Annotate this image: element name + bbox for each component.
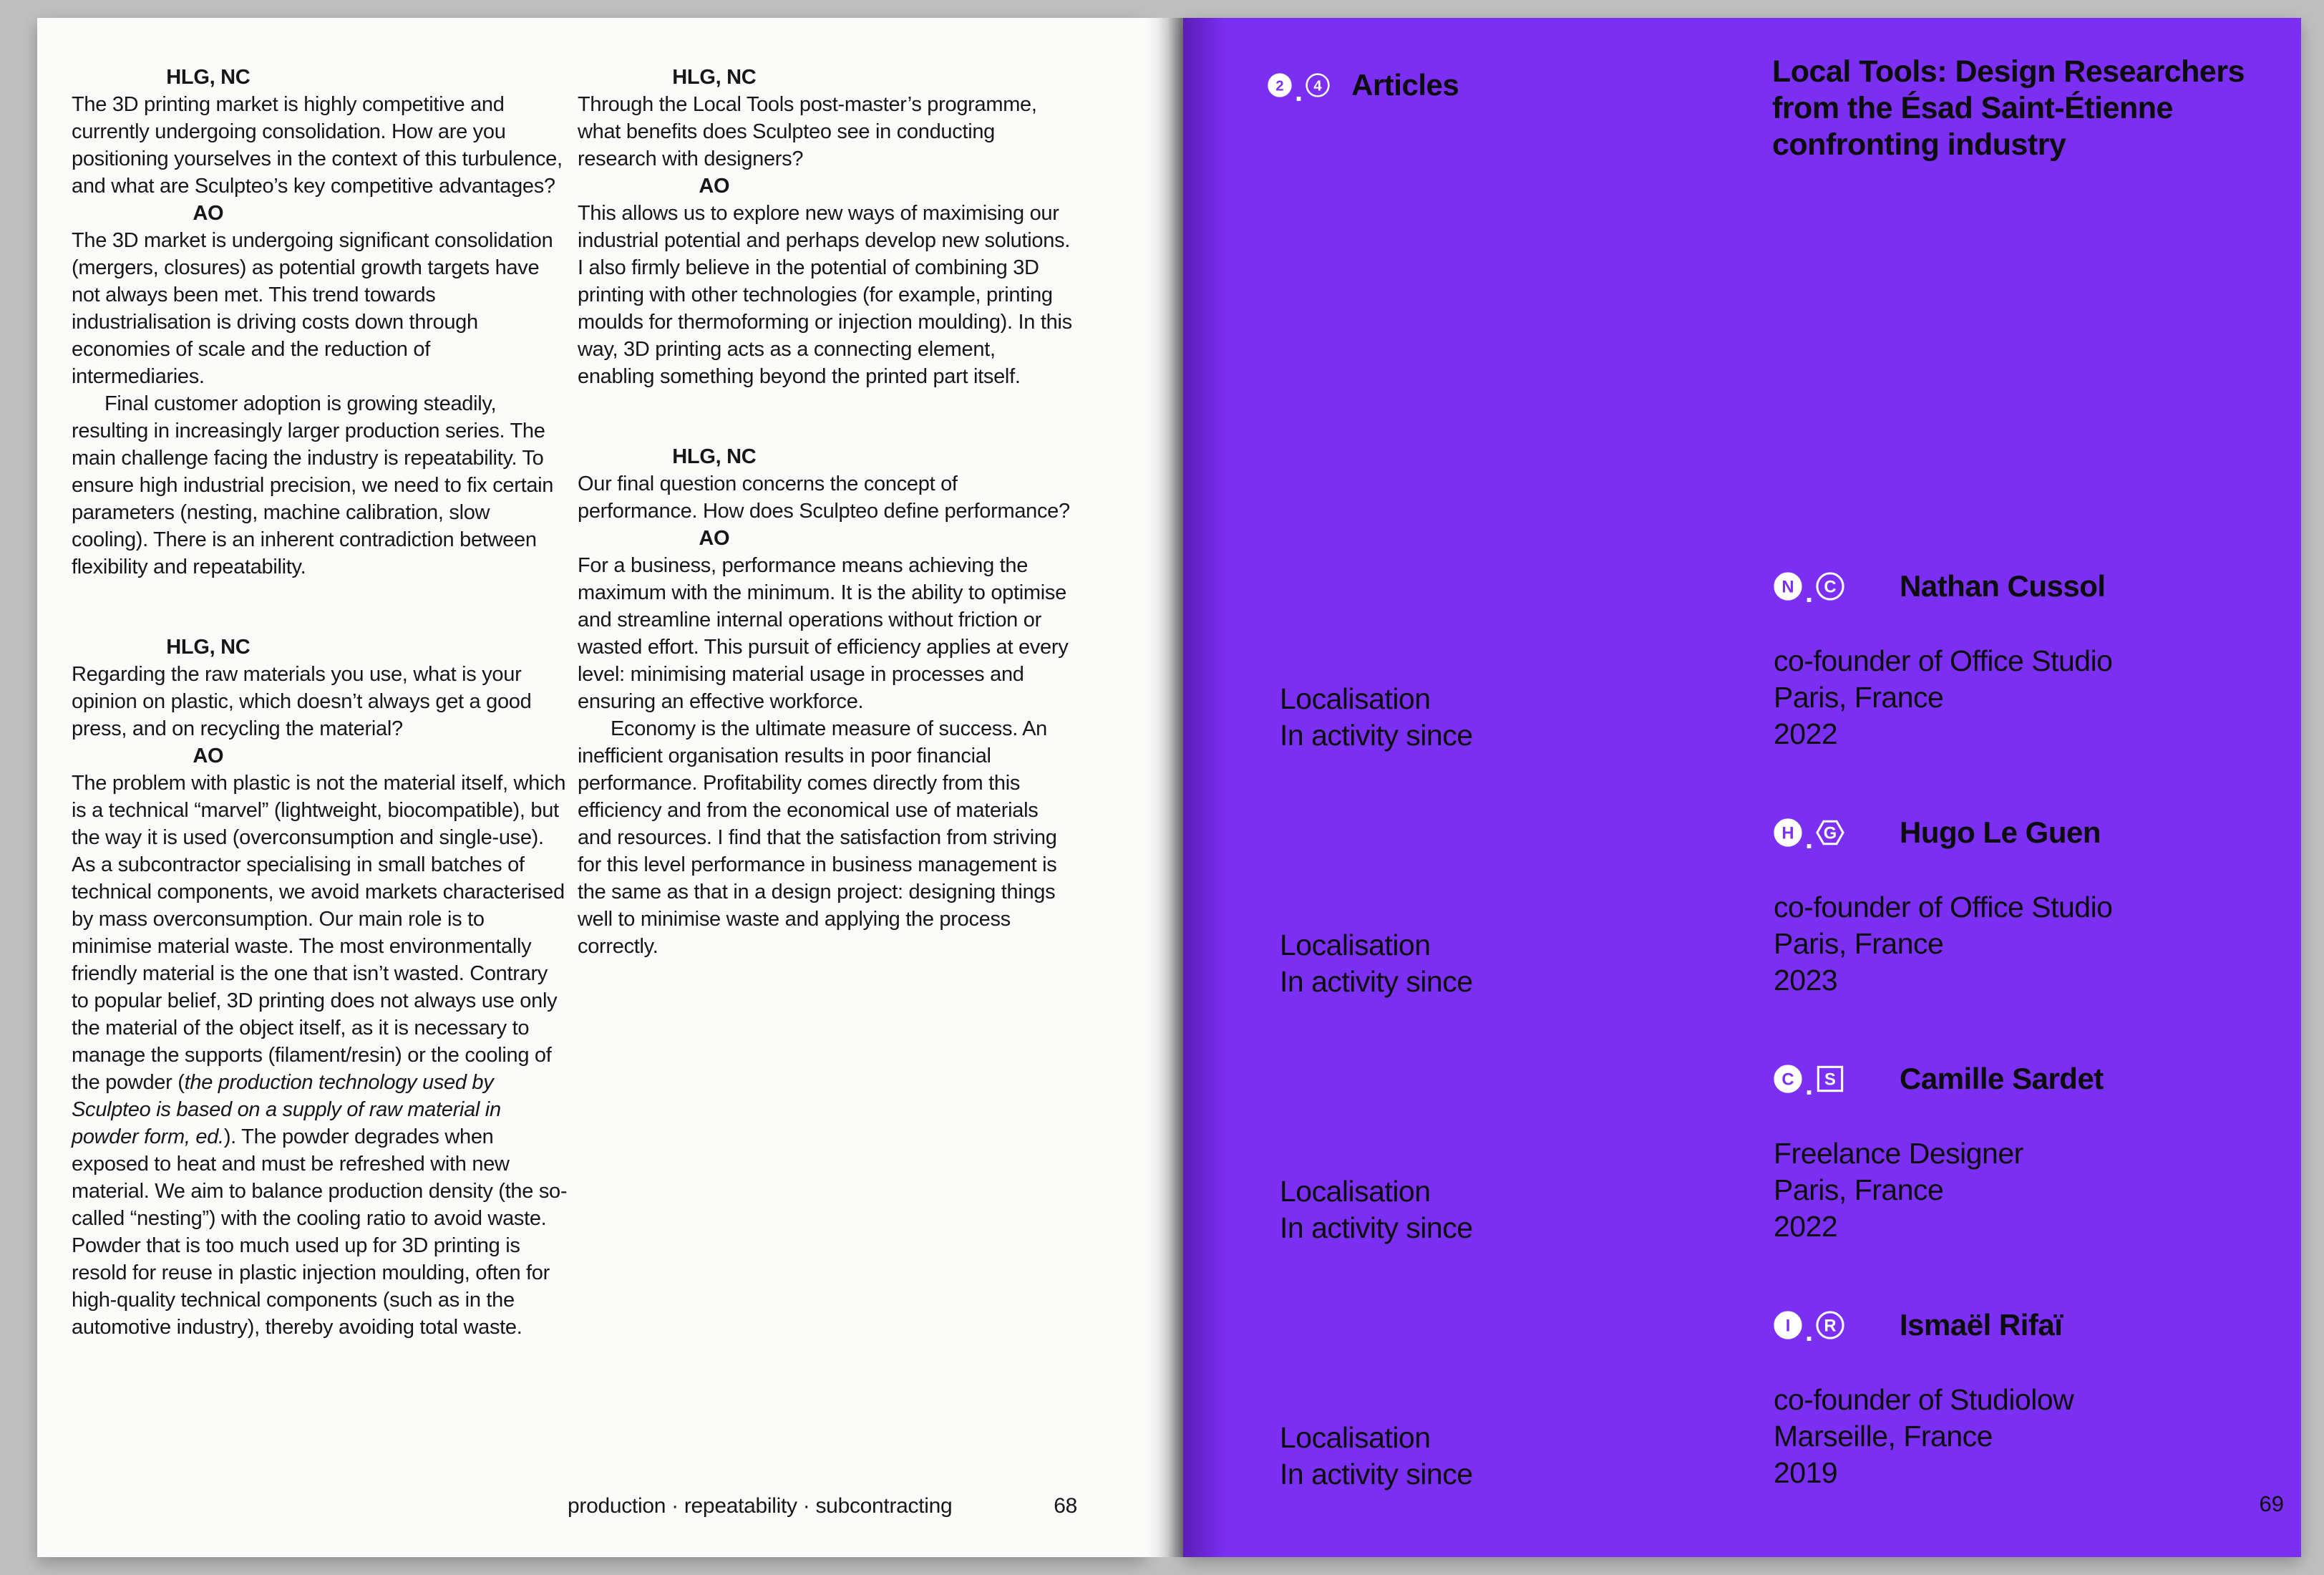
person-name: Camille Sardet [1900, 1062, 2104, 1095]
person-location: Paris, France [1774, 927, 1944, 960]
filled-circle-c-icon [1774, 1065, 1802, 1093]
text-run: The 3D market is undergoing significant consolidation (mergers, closures) as potential growth targets have not always been met. This trend towards industrialisation is driving costs down through economies of scale and the reduction of intermediaries. [72, 229, 553, 388]
person-location: Paris, France [1774, 1173, 1944, 1206]
svg-text:N: N [1781, 577, 1794, 597]
text-run: For a business, performance means achieving the maximum with the minimum. It is the ability to optimise and streamline internal operations without friction or wasted effort. This pursuit of efficiency applies at every level: minimising material usage in processes and ensuring an effective workforce. [578, 554, 1069, 713]
speaker-label: HLG, NC [672, 445, 757, 468]
entry-details [1774, 889, 2112, 999]
text-run: This allows us to explore new ways of maximising our industrial potential and perhaps develop new solutions. I also firmly believe in the potential of combining 3D printing with other technologies (for example, printing moulds for thermoforming or injection moulding). In this way, 3D printing acts as a connecting element, enabling something beyond the printed part itself. [578, 202, 1072, 388]
section-header [1268, 68, 1459, 107]
speaker-label: AO [193, 202, 224, 225]
filled-circle-2-icon [1268, 73, 1292, 97]
person-name-row [1774, 569, 2106, 609]
entry-label: Localisation [1280, 929, 1431, 961]
interview-column-2 [578, 64, 1074, 960]
spine-gutter [1145, 18, 1183, 1557]
editor-note-italic: the production technology used by Sculpteo is based on a supply of raw material in powder form, ed. [72, 1071, 501, 1148]
entry-labels [1280, 681, 1473, 754]
entry-label: Localisation [1280, 1421, 1431, 1454]
section-number-icons: 2 . 4 [1268, 73, 1330, 97]
speaker-label: HLG, NC [672, 66, 757, 89]
person-role: co-founder of Office Studio [1774, 891, 2113, 924]
interview-paragraph [72, 661, 568, 742]
outlined-circle-c-icon [1816, 572, 1844, 601]
interview-paragraph [72, 770, 568, 1341]
section-label: Articles [1351, 68, 1459, 102]
filled-circle-h-icon [1774, 818, 1802, 847]
text-run: Regarding the raw materials you use, what is your opinion on plastic, which doesn’t always get a good press, and on recycling the material? [72, 663, 532, 740]
person-since: 2023 [1774, 964, 1838, 997]
speaker-label: HLG, NC [166, 66, 251, 89]
entry-details [1774, 643, 2112, 752]
entry-details [1774, 1382, 2073, 1491]
person-name: Nathan Cussol [1900, 569, 2106, 603]
svg-text:C: C [1824, 577, 1837, 597]
person-entry [1183, 1062, 2301, 1255]
svg-text:R: R [1824, 1316, 1837, 1336]
outlined-hexagon-g-icon [1816, 818, 1844, 847]
interview-paragraph [72, 91, 568, 200]
entry-label: In activity since [1280, 965, 1473, 998]
text-run: Through the Local Tools post-master’s programme, what benefits does Sculpteo see in conducting research with designers? [578, 93, 1037, 170]
person-name-row [1774, 1062, 2104, 1101]
entry-label: Localisation [1280, 1175, 1431, 1208]
person-since: 2019 [1774, 1456, 1838, 1489]
outlined-circle-r-icon [1816, 1311, 1844, 1339]
person-role: co-founder of Studiolow [1774, 1383, 2074, 1416]
person-since: 2022 [1774, 1210, 1838, 1243]
entry-label: In activity since [1280, 719, 1473, 752]
interview-column-1 [72, 64, 568, 1341]
filled-circle-n-icon [1774, 572, 1802, 601]
entry-label: In activity since [1280, 1458, 1473, 1491]
person-since: 2022 [1774, 717, 1838, 750]
person-name: Ismaël Rifaï [1900, 1308, 2063, 1342]
interview-paragraph [578, 715, 1074, 960]
filled-circle-i-icon [1774, 1311, 1802, 1339]
monogram-icons: H . G [1774, 818, 1900, 847]
outlined-circle-4-icon [1306, 73, 1330, 97]
article-title: Local Tools: Design Researchers from the Ésad Saint-Étienne confronting industry [1772, 54, 2245, 162]
svg-text:2: 2 [1275, 78, 1284, 94]
entry-details [1774, 1135, 2023, 1245]
interview-paragraph [578, 552, 1074, 715]
person-role: co-founder of Office Studio [1774, 644, 2113, 677]
person-name-row [1774, 1308, 2063, 1347]
interview-paragraph [578, 470, 1074, 525]
monogram-icons: C . S [1774, 1065, 1900, 1093]
speaker-label: HLG, NC [166, 636, 251, 659]
footer-keywords: production · repeatability · subcontracting [568, 1494, 953, 1518]
interview-paragraph [578, 200, 1074, 390]
speaker-label: AO [193, 745, 224, 767]
person-role: Freelance Designer [1774, 1137, 2023, 1170]
speaker-label: AO [699, 527, 730, 550]
person-entry [1183, 569, 2301, 762]
interview-paragraph [578, 91, 1074, 173]
entry-labels [1280, 927, 1473, 1000]
left-page-number: 68 [1054, 1494, 1077, 1518]
svg-text:4: 4 [1313, 78, 1322, 94]
text-run: Our final question concerns the concept of performance. How does Sculpteo define performance? [578, 472, 1070, 523]
interview-paragraph [72, 227, 568, 390]
text-run: The 3D printing market is highly competitive and currently undergoing consolidation. How are you positioning yourselves in the context of this turbulence, and what are Sculpteo’s key competitive advantages? [72, 93, 563, 198]
monogram-icons: I . R [1774, 1311, 1900, 1339]
svg-text:G: G [1823, 823, 1837, 843]
svg-text:S: S [1824, 1070, 1837, 1090]
person-entry [1183, 1308, 2301, 1501]
interview-paragraph [72, 390, 568, 581]
svg-text:I: I [1785, 1316, 1791, 1336]
person-name-row [1774, 815, 2101, 855]
text-run: ). The powder degrades when exposed to heat and must be refreshed with new material. We aim to balance production density (the so-called “nesting”) with the cooling ratio to avoid waste. Powder that is too much used up for 3D printing is resold for reuse in plastic injection moulding, often for high-quality technical components (such as in the automotive industry), thereby avoiding total waste. [72, 1125, 568, 1339]
svg-text:C: C [1781, 1070, 1794, 1090]
entry-labels [1280, 1420, 1473, 1493]
svg-text:H: H [1781, 823, 1794, 843]
speaker-label: AO [699, 175, 730, 198]
entry-label: In activity since [1280, 1211, 1473, 1244]
outlined-square-s-icon [1816, 1065, 1844, 1093]
text-run: Economy is the ultimate measure of success. An inefficient organisation results in poor financial performance. Profitability comes directly from this efficiency and from the economical use of materials and resources. I find that the satisfaction from striving for this level performance in business management is the same as that in a design project: designing things well to minimise waste and applying the process correctly. [578, 717, 1057, 958]
person-location: Marseille, France [1774, 1420, 1993, 1453]
left-page-footer [568, 1494, 1077, 1518]
entry-label: Localisation [1280, 682, 1431, 715]
right-page [1183, 18, 2301, 1557]
text-run: The problem with plastic is not the material itself, which is a technical “marvel” (lightweight, biocompatible), but the way it is used (overconsumption and single-use). As a subcontractor specialising in small batches of technical components, we avoid markets characterised by mass overconsumption. Our main role is to minimise material waste. The most environmentally friendly material is the one that isn’t wasted. Contrary to popular belief, 3D printing does not always use only the material of the object itself, as it is necessary to manage the supports (filament/resin) or the cooling of the powder ( [72, 772, 566, 1094]
left-page [37, 18, 1145, 1557]
text-run: Final customer adoption is growing steadily, resulting in increasingly larger production series. The main challenge facing the industry is repeatability. To ensure high industrial precision, we need to fix certain parameters (nesting, machine calibration, slow cooling). There is an inherent contradiction between flexibility and repeatability. [72, 392, 554, 578]
person-name: Hugo Le Guen [1900, 815, 2101, 849]
entry-labels [1280, 1173, 1473, 1246]
right-page-number: 69 [2259, 1491, 2284, 1516]
person-location: Paris, France [1774, 681, 1944, 714]
person-entry [1183, 815, 2301, 1009]
monogram-icons: N . C [1774, 572, 1900, 601]
